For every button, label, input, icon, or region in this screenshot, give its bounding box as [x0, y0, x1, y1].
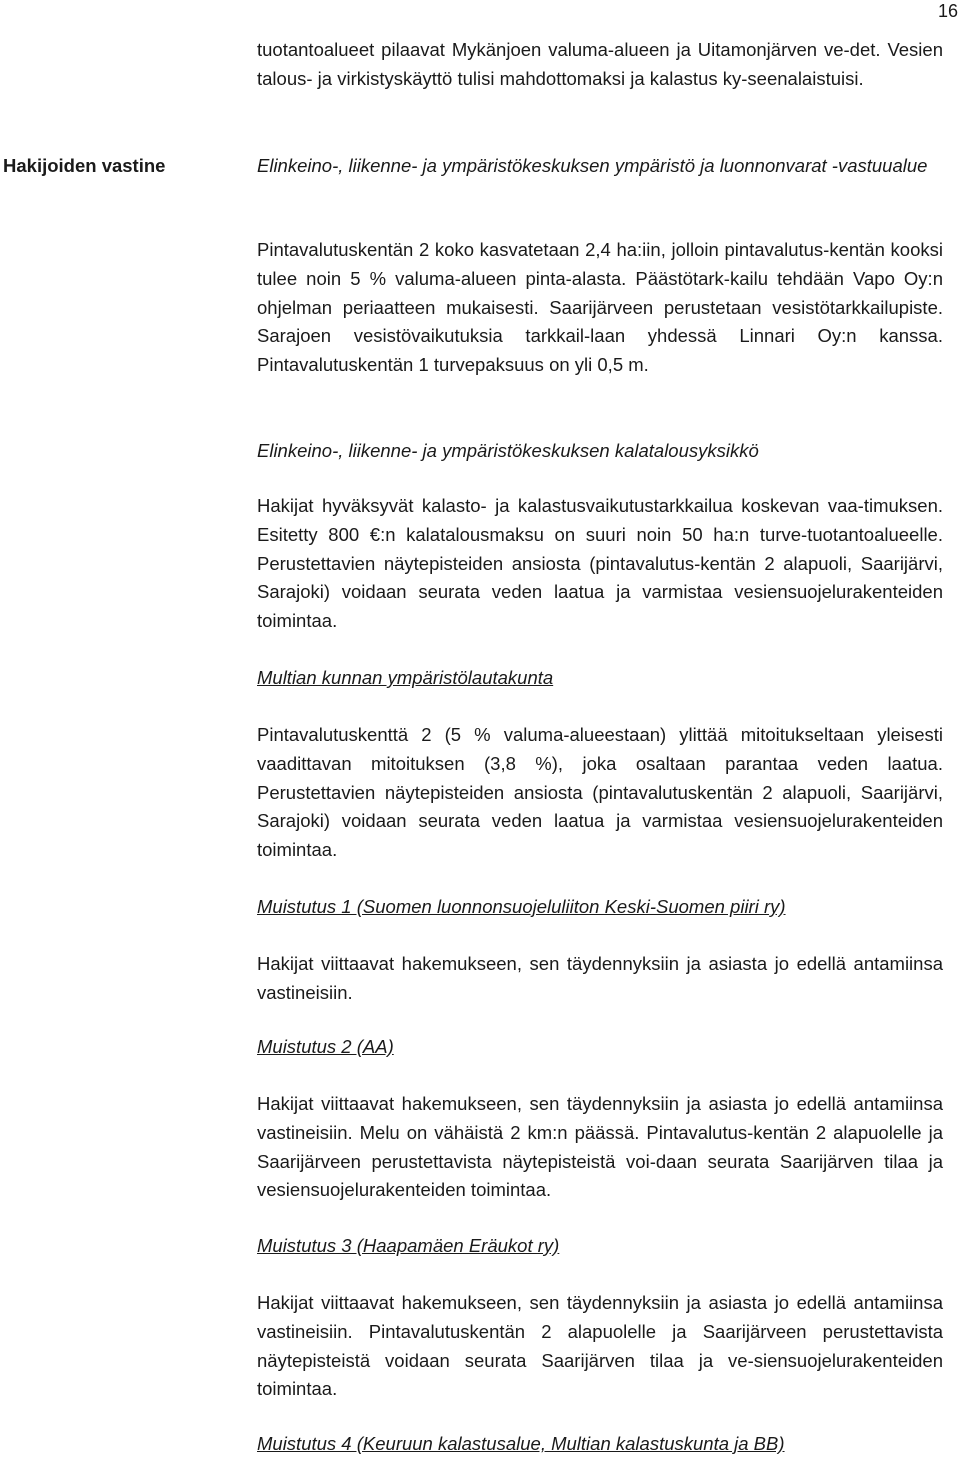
section-body-remark-2: Hakijat viittaavat hakemukseen, sen täydennyksiin ja asiasta jo edellä antamiinsa vastineisiin. Melu on vähäistä 2 km:n päässä. Pintavalutus-kentän 2 alapuolelle ja Saarijärveen perustettavista näytepisteistä voi-daan seurata Saarijärven tilaa ja vesiensuojelurakenteiden toimintaa. — [257, 1093, 943, 1201]
side-label: Hakijoiden vastine — [3, 155, 166, 176]
page-number: 16 — [937, 1, 958, 21]
section-body-ely-environment: Pintavalutuskentän 2 koko kasvatetaan 2,4 ha:iin, jolloin pintavalutus-kentän kooksi tulee noin 5 % valuma-alueen pinta-alasta. Päästötark-kailu tehdään Vapo Oy:n ohjelman periaatteen mukaisesti. Saarijärveen perustetaan vesistötarkkailupiste. Sarajoen vesistövaikutuksia tarkkail-laan yhdessä Linnari Oy:n kanssa. Pintavalutuskentän 1 turvepaksuus on yli 0,5 m. — [257, 239, 943, 376]
section-body-ely-fisheries: Hakijat hyväksyvät kalasto- ja kalastusvaikutustarkkailua koskevan vaa-timuksen. Esitetty 800 €:n kalatalousmaksu on suuri noin 50 ha:n turve-tuotantoalueelle. Perustettavien näytepisteiden ansiosta (pintavalutus-kentän 2 alapuoli, Saarijärvi, Sarajoki) voidaan seurata veden laatua ja varmistaa vesiensuojelurakenteiden toimintaa. — [257, 495, 943, 632]
section-heading-ely-environment: Elinkeino-, liikenne- ja ympäristökeskuksen ympäristö ja luonnonvarat -vastuualue — [257, 155, 928, 176]
section-body-remark-1: Hakijat viittaavat hakemukseen, sen täydennyksiin ja asiasta jo edellä antamiinsa vastineisiin. — [257, 953, 943, 1003]
section-heading-multia-board: Multian kunnan ympäristölautakunta — [257, 667, 554, 688]
section-heading-remark-2: Muistutus 2 (AA) — [257, 1036, 394, 1057]
section-heading-ely-fisheries: Elinkeino-, liikenne- ja ympäristökeskuksen kalatalousyksikkö — [257, 440, 759, 461]
section-heading-remark-1: Muistutus 1 (Suomen luonnonsuojeluliiton Keski-Suomen piiri ry) — [257, 896, 786, 917]
section-body-multia-board: Pintavalutuskenttä 2 (5 % valuma-alueestaan) ylittää mitoitukseltaan yleisesti vaadittavan mitoituksen (3,8 %), joka osaltaan parantaa veden laatua. Perustettavien näytepisteiden ansiosta (pintavalutuskentän 2 alapuoli, Saarijärvi, Sarajoki) voidaan seurata veden laatua ja varmistaa vesiensuojelurakenteiden toimintaa. — [257, 724, 943, 861]
section-heading-remark-3: Muistutus 3 (Haapamäen Eräukot ry) — [257, 1235, 560, 1256]
section-heading-remark-4: Muistutus 4 (Keuruun kalastusalue, Multian kalastuskunta ja BB) — [257, 1433, 785, 1454]
intro-paragraph: tuotantoalueet pilaavat Mykänjoen valuma-alueen ja Uitamonjärven ve-det. Vesien talous- ja virkistyskäyttö tulisi mahdottomaksi ja kalastus ky-seenalaistuisi. — [257, 39, 943, 89]
section-body-remark-3: Hakijat viittaavat hakemukseen, sen täydennyksiin ja asiasta jo edellä antamiinsa vastineisiin. Pintavalutuskentän 2 alapuolelle ja Saarijärveen perustettavista näytepisteistä voidaan seurata Saarijärven tilaa ja ve-siensuojelurakenteiden toimintaa. — [257, 1292, 943, 1400]
